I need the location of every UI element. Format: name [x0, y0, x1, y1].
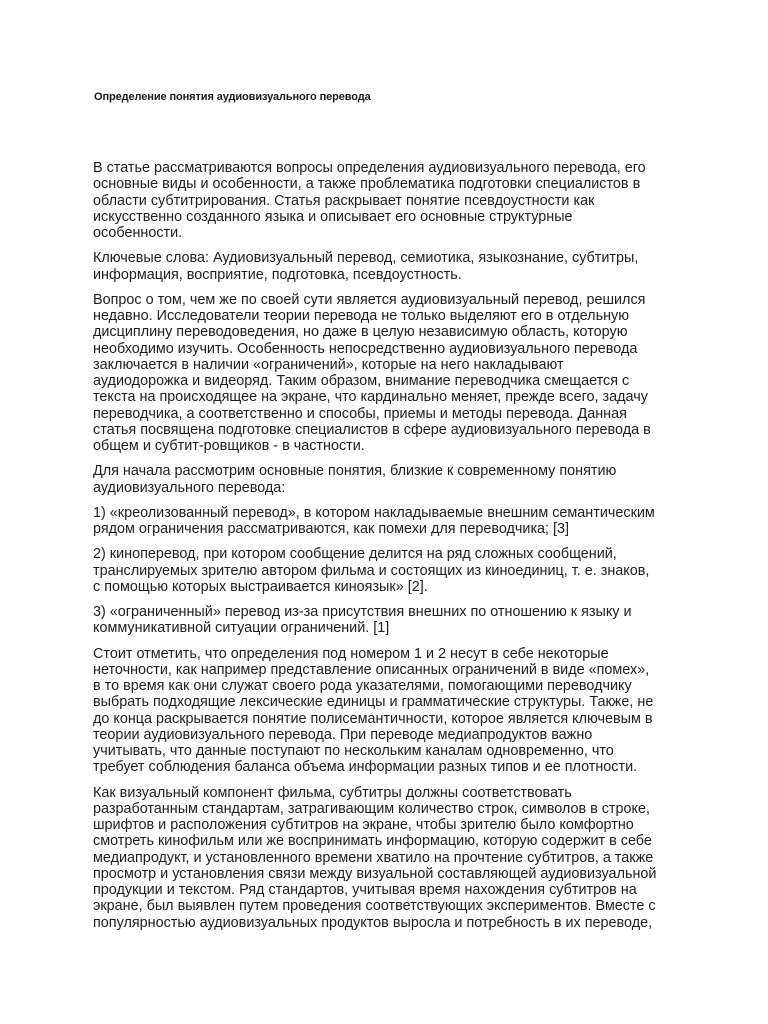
body-paragraph: Как визуальный компонент фильма, субтитры должны соответствовать разработанным стандартам, затрагивающим количество строк, символов в строке, шрифтов и расположения субтитров на экране, чтобы зрителю было комфортно смотреть кинофильм или же воспринимать информацию, которую содержит в себе медиапродукт, и установленного времени хватило на прочтение субтитров, а также просмотр и установления связи между визуальной составляющей аудиовизуальной продукции и текстом. Ряд стандартов, учитывая время нахождения субтитров на экране, был выявлен путем проведения соответствующих экспериментов. Вместе с популярностью аудиовизуальных продуктов выросла и потребность в их переводе, — [93, 784, 657, 931]
keywords-paragraph: Ключевые слова: Аудиовизуальный перевод, семиотика, языкознание, субтитры, информация, восприятие, подготовка, псевдоустность. — [93, 250, 639, 283]
body-paragraph: Стоит отметить, что определения под номером 1 и 2 несут в себе некоторые неточности, как например представление описанных ограничений в виде «помех», в то время как они служат своего рода указателями, помогающими переводчику выбрать подходящие лексические единицы и грамматические структуры. Также, не до конца раскрывается понятие полисемантичности, которое является ключевым в теории аудиовизуального перевода. При переводе медиапродуктов важно учитывать, что данные поступают по нескольким каналам одновременно, что требует соблюдения баланса объема информации разных типов и ее плотности. — [93, 645, 654, 776]
document-title: Определение понятия аудиовизуального перевода — [94, 91, 371, 103]
body-paragraph: Для начала рассмотрим основные понятия, близкие к современному понятию аудиовизуального перевода: — [93, 463, 617, 496]
document-body — [93, 160, 685, 940]
list-item: 2) киноперевод, при котором сообщение делится на ряд сложных сообщений, транслируемых зрителю автором фильма и состоящих из киноединиц, т. е. знаков, с помощью которых выстраивается киноязык» [2]. — [93, 546, 650, 595]
list-item: 1) «креолизованный перевод», в котором накладываемые внешним семантическим рядом ограничения рассматриваются, как помехи для переводчика; [3] — [93, 504, 655, 537]
body-paragraph: Вопрос о том, чем же по своей сути является аудиовизуальный перевод, решился недавно. Исследователи теории перевода не только выделяют его в отдельную дисциплину переводоведения, но даже в целую независимую область, которую необходимо изучить. Особенность непосредственно аудиовизуального перевода заключается в наличии «ограничений», которые на него накладывают аудиодорожка и видеоряд. Таким образом, внимание переводчика смещается с текста на происходящее на экране, что кардинально меняет, прежде всего, задачу переводчика, а соответственно и способы, приемы и методы перевода. Данная статья посвящена подготовке специалистов в сфере аудиовизуального перевода в общем и субтит-ровщиков - в частности. — [93, 291, 651, 454]
list-item: 3) «ограниченный» перевод из-за присутствия внешних по отношению к языку и коммуникативной ситуации ограничений. [1] — [93, 604, 632, 637]
abstract-paragraph: В статье рассматриваются вопросы определения аудиовизуального перевода, его основные виды и особенности, а также проблематика подготовки специалистов в области субтитрирования. Статья раскрывает понятие псевдоустности как искусственно созданного языка и описывает его основные структурные особенности. — [93, 160, 646, 241]
